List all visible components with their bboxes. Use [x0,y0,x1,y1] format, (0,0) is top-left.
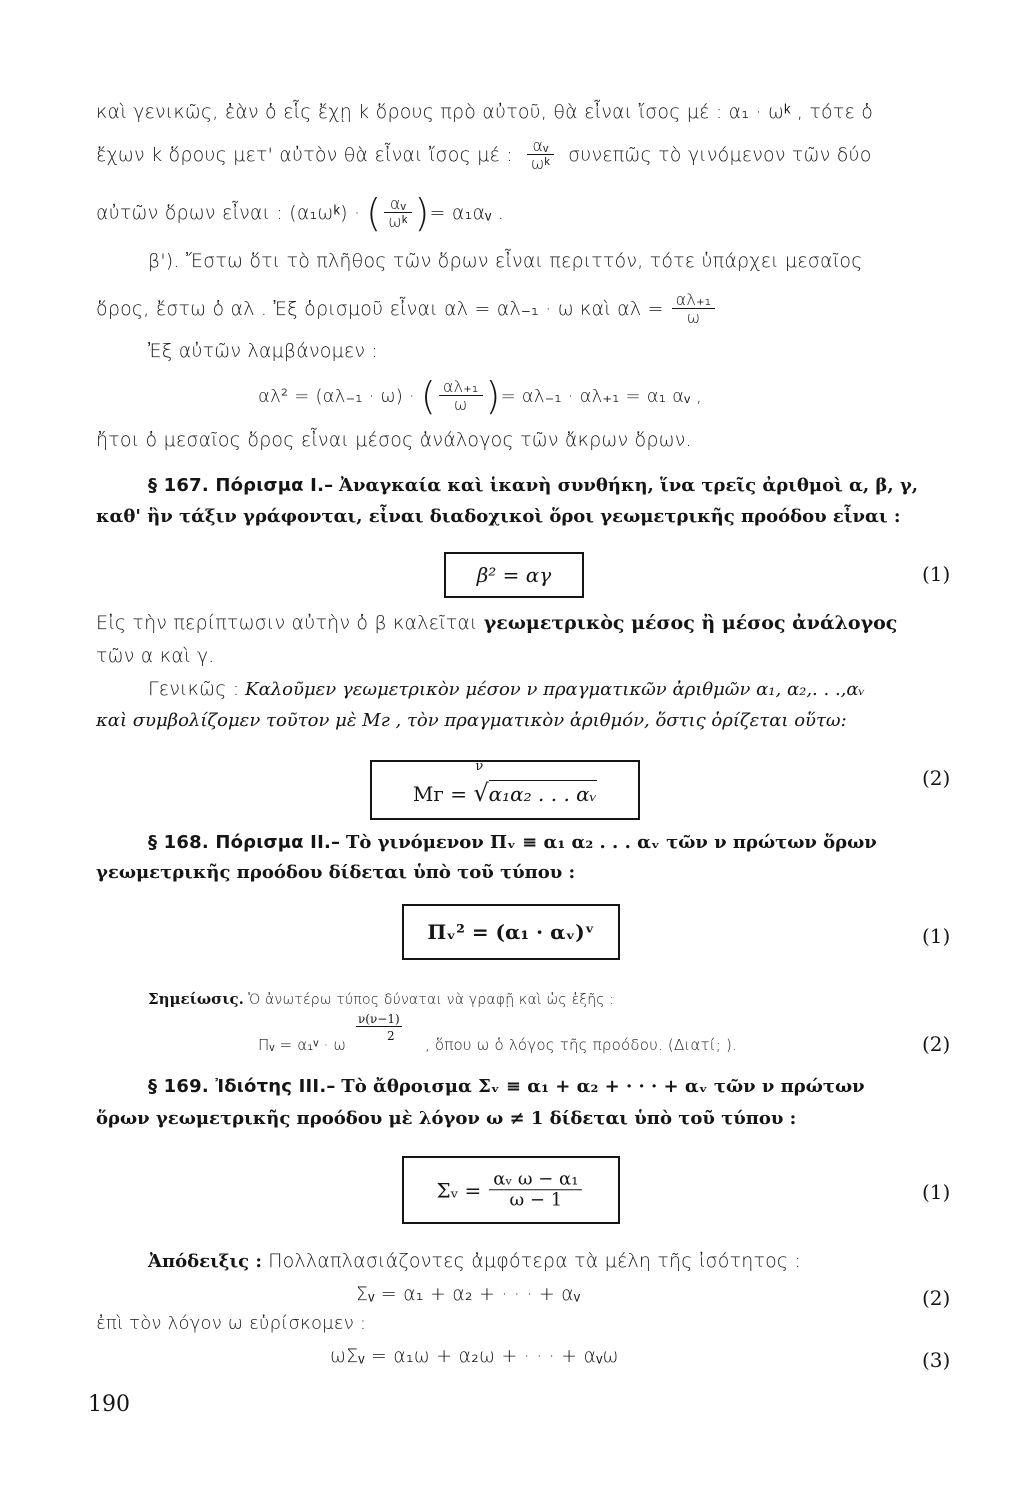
formula-lhs: Mг = [412,782,467,807]
fraction [489,1169,582,1210]
heading-label: § 168. Πόρισμα II.– [148,832,341,853]
numerator: αλ₊₁ [439,378,483,397]
text-fragment: Γενικῶς : [148,678,240,700]
text-line: καὶ συμβολίζομεν τοῦτον μὲ Mг , τὸν πραγματικὸν ἀριθμόν, ὅστις ὁρίζεται οὕτω: [96,710,847,731]
text-line: τῶν α καὶ γ. [96,645,215,667]
equation: ωΣᵥ = α₁ω + α₂ω + · · · + αᵥω [330,1345,619,1367]
proof-text: Πολλαπλασιάζοντες ἀμφότερα τὰ μέλη τῆς ἰσότητος : [268,1250,802,1272]
numerator: αλ₊₁ [672,291,716,310]
text-line: β'). Ἔστω ὅτι τὸ πλῆθος τῶν ὅρων εἶναι περιττόν, τότε ὑπάρχει μεσαῖος [148,250,863,272]
text-line: καὶ γενικῶς, ἐὰν ὁ εἷς ἔχῃ k ὅρους πρὸ αὐτοῦ, θὰ εἶναι ἴσος μέ : α₁ · ωᵏ , τότε ὁ [96,101,874,123]
text-fragment-bold: γεωμετρικὸς μέσος ἢ μέσος ἀνάλογος [483,612,898,634]
text-line [96,284,718,334]
equation-number: (1) [922,924,951,948]
text-line: ἤτοι ὁ μεσαῖος ὅρος εἶναι μέσος ἀνάλογος τῶν ἄκρων ὅρων. [96,429,692,451]
left-paren: ( [366,191,382,235]
denominator: ω [686,308,701,328]
root-index: ν [475,759,484,775]
heading-text: Τὸ γινόμενον Πᵥ ≡ α₁ α₂ . . . αᵥ τῶν ν πρώτων ὅρων [345,832,877,853]
heading-label: § 169. Ἰδιότης III.– [148,1076,336,1097]
equation-number: (3) [922,1348,951,1372]
text-line [96,130,872,180]
denominator: ωᵏ [388,212,408,232]
denominator: ωᵏ [530,154,551,174]
equation: Σᵥ = α₁ + α₂ + · · · + αᵥ [356,1283,581,1305]
fraction [527,137,554,174]
text-fragment: αὐτῶν ὅρων εἶναι : (α₁ωᵏ) · [96,201,361,224]
heading-text: Ἀναγκαία καὶ ἱκανὴ συνθήκη, ἵνα τρεῖς ἀριθμοὶ α, β, γ, [339,475,919,496]
right-paren: ) [485,374,501,418]
section-heading-169 [148,1076,865,1097]
note-tail: , ὅπου ω ὁ λόγος τῆς προόδου. (Διατί; ). [425,1036,737,1054]
fraction [672,291,716,328]
numerator: αᵥ [527,137,554,156]
formula-box [402,1156,620,1224]
numerator: αᵥ ω − α₁ [489,1169,582,1190]
formula: β² = αγ [476,563,552,587]
heading-label: § 167. Πόρισμα I.– [148,475,334,496]
formula-box [370,760,640,820]
text-line [148,1250,801,1272]
text-line: καθ' ἣν τάξιν γράφονται, εἶναι διαδοχικοὶ ὅροι γεωμετρικῆς προόδου εἶναι : [96,506,901,527]
exponent-denominator: 2 [387,1029,395,1043]
formula-box [444,552,584,598]
note-formula: Πᵥ = α₁ᵛ · ω [258,1036,347,1054]
denominator: ω − 1 [509,1189,563,1211]
text-fragment: = α₁αᵥ . [429,201,504,224]
text-line [148,678,865,700]
text-fragment: ὅρος, ἔστω ὁ αλ . Ἐξ ὁρισμοῦ εἶναι αλ = αλ₋₁ · ω καὶ αλ = [96,298,664,320]
radical-sign: √ [473,779,489,808]
denominator: ω [453,395,468,415]
note-text: Ὁ ἀνωτέρω τύπος δύναται νὰ γραφῇ καὶ ὡς ἑξῆς : [248,992,615,1008]
text-line [96,186,504,240]
equation-number: (1) [922,1180,951,1204]
radical [473,759,598,808]
formula [372,759,638,808]
formula-box [402,904,620,960]
formula: Πᵥ² = (α₁ · αᵥ)ᵛ [427,920,595,944]
equation-number: (2) [922,1032,951,1056]
equation-number: (2) [922,1286,951,1310]
section-heading-168 [148,832,877,853]
numerator: αᵥ [384,195,411,214]
equation-number: (2) [922,766,951,790]
text-line: γεωμετρικῆς προόδου δίδεται ὑπὸ τοῦ τύπου : [96,862,576,883]
heading-text: Τὸ ἄθροισμα Σᵥ ≡ α₁ + α₂ + · · · + αᵥ τῶν ν πρώτων [341,1076,865,1097]
text-fragment: Εἰς τὴν περίπτωσιν αὐτὴν ὁ β καλεῖται [96,612,478,634]
text-fragment: = αλ₋₁ · αλ₊₁ = α₁ αᵥ , [500,385,703,407]
equation-number: (1) [922,562,951,586]
text-line: Ἐξ αὐτῶν λαμβάνομεν : [148,340,379,362]
fraction [439,378,483,415]
text-fragment: συνεπῶς τὸ γινόμενον τῶν δύο [568,144,872,166]
proof-label: Ἀπόδειξις : [148,1251,263,1272]
equation [258,368,702,424]
note-line [148,990,614,1008]
exponent-numerator: ν(ν−1) [358,1012,400,1026]
text-fragment-italic: Καλοῦμεν γεωμετρικὸν μέσον ν πραγματικῶν ἀριθμῶν α₁, α₂,. . .,αᵥ [245,679,866,700]
text-fragment: ἔχων k ὅρους μετ' αὐτὸν θὰ εἶναι ἴσος μέ : [96,144,513,166]
fraction [384,195,411,232]
note-label: Σημείωσις. [148,990,244,1008]
left-paren: ( [420,374,436,418]
text-fragment: αλ² = (αλ₋₁ · ω) · [258,385,415,407]
right-paren: ) [414,191,430,235]
text-line [96,612,897,634]
text-line: ἐπὶ τὸν λόγον ω εὑρίσκομεν : [96,1313,367,1334]
text-line: ὅρων γεωμετρικῆς προόδου μὲ λόγον ω ≠ 1 δίδεται ὑπὸ τοῦ τύπου : [96,1108,797,1129]
radicand: α₁α₂ . . . αᵥ [488,782,598,807]
page-number: 190 [88,1392,130,1417]
section-heading-167 [148,475,918,496]
formula-lhs: Σᵥ = [436,1177,482,1202]
formula [404,1169,618,1210]
